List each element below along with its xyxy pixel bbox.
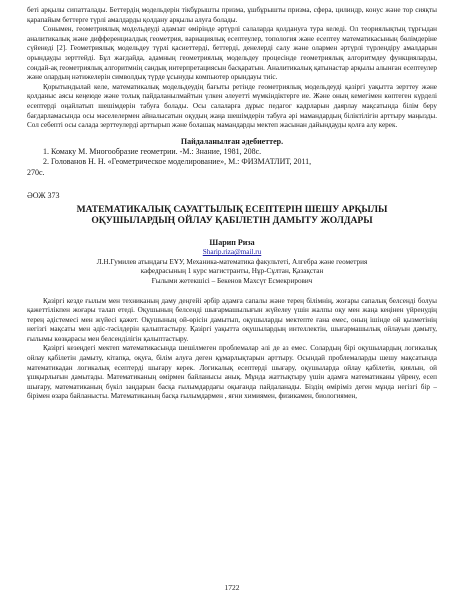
udc-code: ӘОЖ 373 [27, 191, 60, 201]
reference-item: 1. Комаку М. Многообразие геометрии. -М.: Знание, 1981, 208с. [43, 146, 262, 156]
article-title-line-1: МАТЕМАТИКАЛЫҚ САУАТТЫЛЫҚ ЕСЕПТЕРІН ШЕШУ АРҚЫЛЫ [76, 204, 388, 216]
paragraph: Қорытындылай келе, математикалық модельдеудің бағыты ретінде геометриялық модельдеуді қазіргі уақытта зерттеу және қолданыс аясы кеңеюде және толық пайдаланылмайтын үлкен әлеуетті мүмкіндіктерге ие. Және оның кемегімен көптеген күрделі есептерді оңайлатып шешімдерін табуға болады. Осы салаларға дұрыс педагог кадрларын даярлау мақсатында білім беру бағдарламасында осы мәселелермен айналысатын оқудың жаңа шешімдерін табуға әрі мамандардың біліктілігін арттыру маңызды. Сол себепті осы салада зерттеулерді арттырып және болашақ мамандарды мектеп жасынан дайындауды қолға алу керек. [27, 82, 437, 130]
paragraph: беті арқылы сипатталады. Беттердің модельдерін тікбұрышты призма, ұшбұрышты призма, сфера, цилиндр, конус және тор сияқты қарапайым беттерге түрлі амалдарды қолдану арқылы алуға болады. [27, 6, 437, 24]
affiliation: кафедрасының 1 курс магистранты, Нұр-Сұлтан, Қазақстан [140, 267, 324, 276]
references-title: Пайдаланылған әдебиеттер. [180, 136, 284, 146]
author-email-link[interactable]: Sharip.riza@mail.ru [202, 248, 262, 257]
article-title-line-2: ОҚУШЫЛАРДЫҢ ОЙЛАУ ҚАБІЛЕТІН ДАМЫТУ ЖОЛДАРЫ [91, 215, 373, 227]
affiliation: Л.Н.Гумилев атындағы ЕҰУ, Механика-математика факультеті, Алгебра және геометрия [96, 257, 368, 266]
reference-item: 2. Голованов Н. Н. «Геометрическое моделирование», М.: ФИЗМАТЛИТ, 2011, [43, 157, 312, 167]
paragraph: Қазіргі кезде ғылым мен техниканың даму деңгейі әрбір адамға сапалы және терең білімнің, жоғары сапалық белсенді болуы қажеттілікпен жоғары талап етеді. Оқушының белсенді шығармашылығын жүйелеу үшін жалпы оқу мен жаңа кеңінен үйренудің терең әдістемесі мен жүйесі қажет. Оқушының ой-өрісін дамытып, оқушыларды мектепте ғана емес, оның ішінде ой қызметінің негізгі мақсаты мен әдіс-тәсілдерін қалыптастыру. Қазіргі уақытта оқушылардың интеллектін, шығармашылық ойлауын дамыту, ғылымы көзқарасы мен белсенділігін қалыптастыру. [27, 296, 437, 343]
paragraph: Қазіргі кезеңдегі мектеп математикасында шешілмеген проблемалар әлі де аз емес. Солардың бірі оқушылардың логикалық ойлау қабілетін дамыту, кітапқа, оқуға, білім алуға деген құмарлықтарын арттыру. Осындай проблемаларды шешу мақсатында математикадан логикалық есептерді шығару керек. Логикалық есептерді шығару, оқушыларда ойлау қабілетін, қиялын, ой ұшқырлығын дамытады. Математиканың өмірмен байланысы анық. Мұнда жаттықтыру үшін адамға математиканы үйрену, есеп шығару, математиканың бүкіл заңдарын басқа ғылымдардағы оқығанда пайдаланады. Біздің өміріміз деген мұнда негізгі бір – бірімен өзара байланысты. Математиканың басқа ғылымдармен , яғни химиямен, физикамен, биологиямен, [27, 344, 437, 401]
reference-item: 270с. [27, 167, 45, 177]
paragraph: Сонымен, геометриялық модельдеуді адамзат өмірінде әртүрлі салаларда қолдануға тура келеді. Ол теориялықтың тұрғыдан аналитикалық және дифференциалдық геометрия, вариациялық есептеулер, топология және есептеу математикасының бөлімдеріне сүйенеді [2]. Геометриялық модельдеу түрлі қасиеттерді, беттерді, денелерді салу және олармен әртүрлі түрлендіру амалдарын орындауды зерттейді. Бұл жағдайда, адамның геометриялық модельдеу процесінде геометриялық алгоритмдеу функцияларды, сондай-ақ геометриялық алгоритмнің сандық интерпретациясын басқаратын. Аналитикалық қатынастар арқылы алынған есептеулер және олардың нәтижелерін символдық түрде ұсынуды компьютер орындауы тиіс. [27, 25, 437, 82]
author-name: Шарип Риза [209, 238, 255, 248]
supervisor: Ғылыми жетекшісі – Бекенов Махсүт Есмекрирович [151, 276, 313, 285]
page-number: 1722 [224, 583, 240, 592]
